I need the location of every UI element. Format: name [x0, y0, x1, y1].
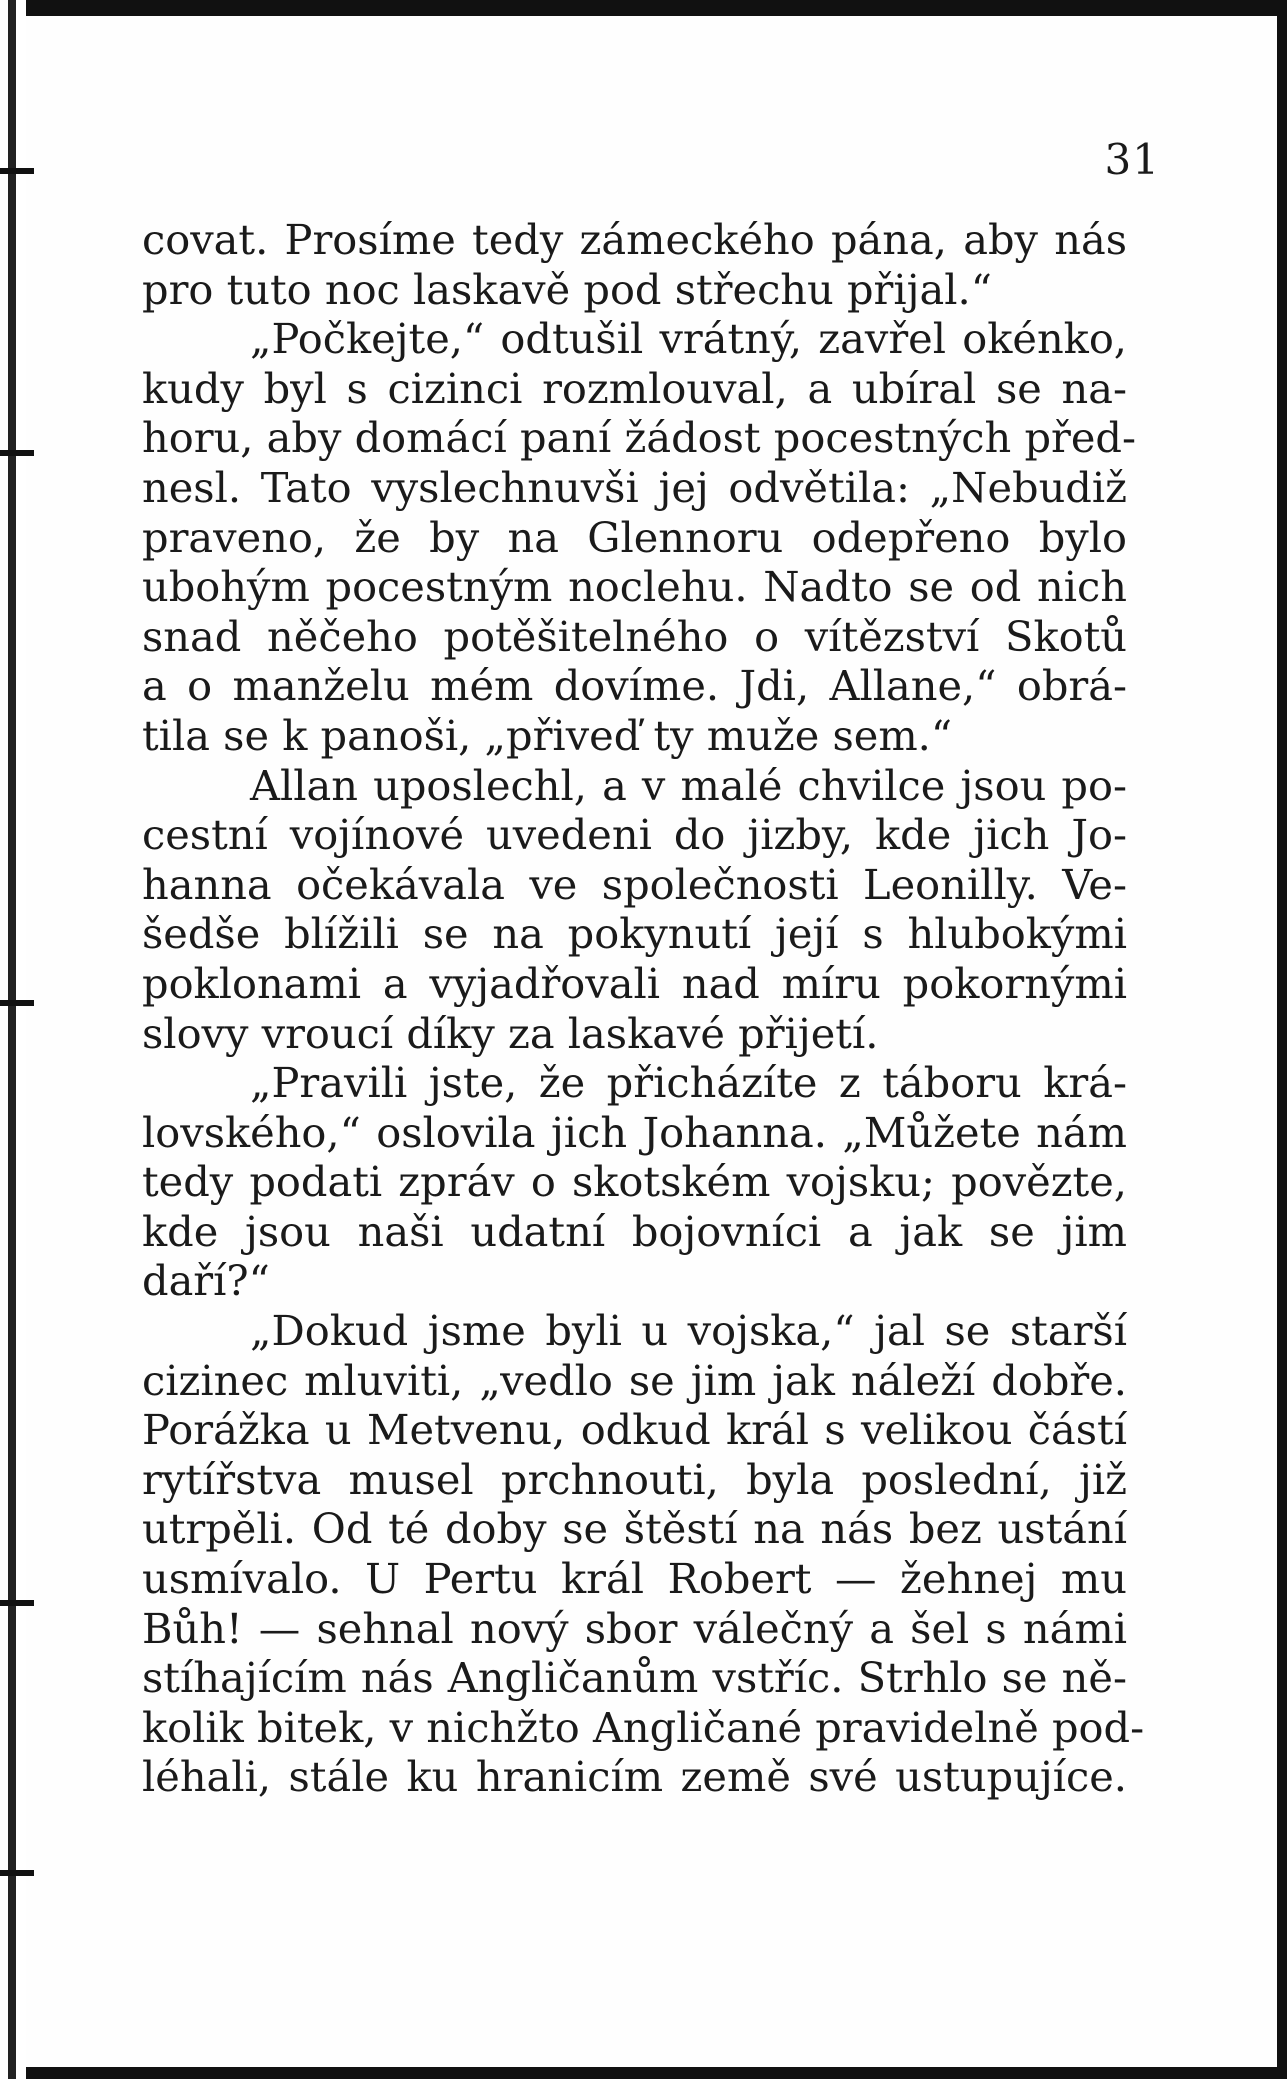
scan-edge-mark: [0, 1870, 34, 1876]
text-line: stíhajícím nás Angličanům vstříc. Strhlo se ně-: [142, 1653, 1127, 1703]
text-line: cizinec mluviti, „vedlo se jim jak náleží dobře.: [142, 1355, 1127, 1405]
page-number: 31: [1104, 135, 1160, 184]
text-line: utrpěli. Od té doby se štěstí na nás bez ustání: [142, 1504, 1127, 1554]
scan-border-top: [0, 0, 1287, 16]
text-line: tila se k panoši, „přiveď ty muže sem.“: [142, 710, 953, 760]
text-line: poklonami a vyjadřovali nad míru pokornými: [142, 958, 1127, 1008]
scan-edge-mark: [0, 1000, 34, 1006]
text-line: usmívalo. U Pertu král Robert — žehnej mu: [142, 1554, 1127, 1604]
scan-border-right: [1277, 0, 1287, 2079]
text-line: „Počkejte,“ odtušil vrátný, zavřel okénko,: [250, 314, 1127, 364]
text-line: šedše blížili se na pokynutí její s hlubokými: [142, 909, 1127, 959]
scan-edge-mark: [0, 1600, 34, 1606]
text-line: cestní vojínové uvedeni do jizby, kde jich Jo-: [142, 810, 1127, 860]
scan-edge-mark: [0, 168, 34, 174]
text-line: kde jsou naši udatní bojovníci a jak se jim: [142, 1206, 1127, 1256]
text-line: covat. Prosíme tedy zámeckého pána, aby nás: [142, 215, 1127, 264]
text-line: praveno, že by na Glennoru odepřeno bylo: [142, 512, 1127, 562]
scan-border-left: [0, 0, 26, 2079]
text-line: léhali, stále ku hranicím země své ustupujíce.: [142, 1752, 1127, 1802]
body-text: [142, 215, 1145, 1802]
text-line: nesl. Tato vyslechnuvši jej odvětila: „Nebudiž: [142, 462, 1127, 512]
text-line: rytířstva musel prchnouti, byla poslední, již: [142, 1454, 1127, 1504]
text-line: pro tuto noc laskavě pod střechu přijal.“: [142, 264, 992, 314]
text-line: a o manželu mém dovíme. Jdi, Allane,“ obrá-: [142, 661, 1127, 711]
scan-border-bottom: [0, 2067, 1287, 2079]
text-line: Porážka u Metvenu, odkud král s velikou částí: [142, 1405, 1127, 1455]
text-line: kudy byl s cizinci rozmlouval, a ubíral se na-: [142, 363, 1127, 413]
text-line: tedy podati zpráv o skotském vojsku; povězte,: [142, 1157, 1127, 1207]
scan-edge-mark: [0, 450, 34, 456]
text-line: ubohým pocestným noclehu. Nadto se od nich: [142, 562, 1127, 612]
text-line: „Pravili jste, že přicházíte z táboru krá-: [250, 1058, 1127, 1108]
text-line: Allan uposlechl, a v malé chvilce jsou po-: [250, 760, 1127, 810]
text-line: hanna očekávala ve společnosti Leonilly. Ve-: [142, 859, 1127, 909]
text-line: „Dokud jsme byli u vojska,“ jal se starší: [250, 1306, 1127, 1356]
text-line: horu, aby domácí paní žádost pocestných před-: [142, 413, 1136, 463]
text-line: lovského,“ oslovila jich Johanna. „Můžete nám: [142, 1107, 1127, 1157]
text-line: Bůh! — sehnal nový sbor válečný a šel s námi: [142, 1603, 1127, 1653]
text-line: snad něčeho potěšitelného o vítězství Skotů: [142, 611, 1127, 661]
text-line: kolik bitek, v nichžto Angličané pravidelně pod-: [142, 1702, 1145, 1752]
text-line: daří?“: [142, 1256, 270, 1306]
text-line: slovy vroucí díky za laskavé přijetí.: [142, 1008, 879, 1058]
